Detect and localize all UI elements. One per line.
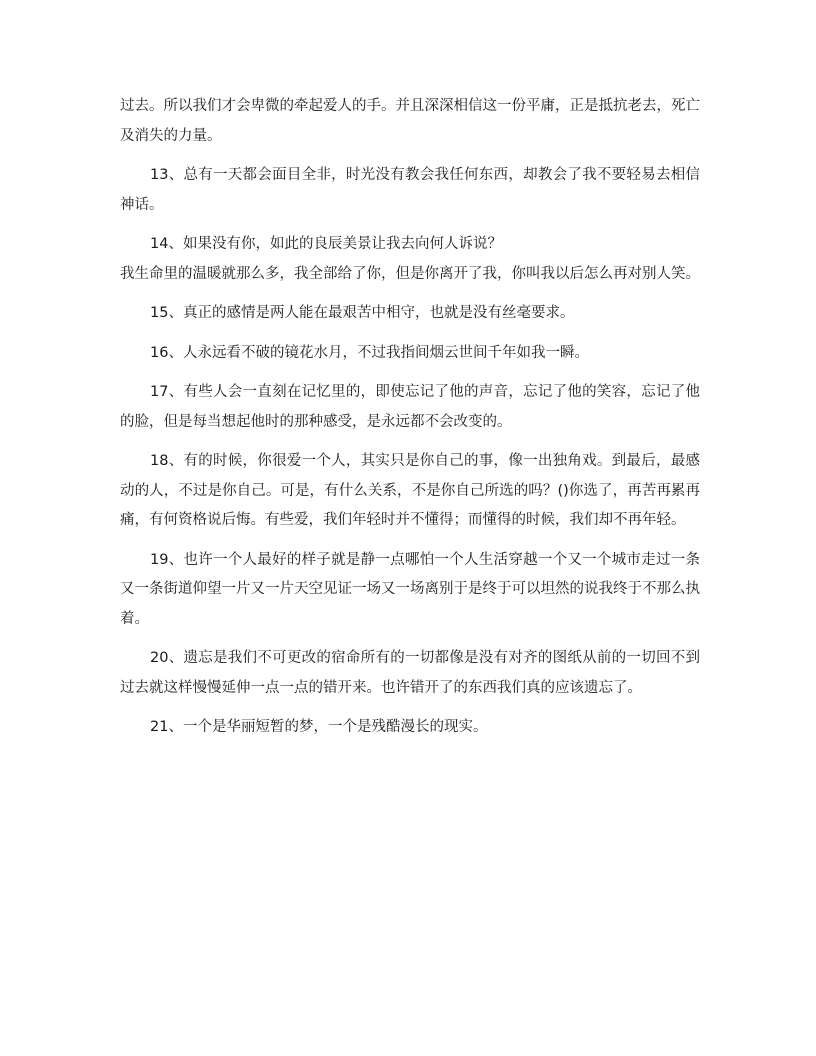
paragraph-continuation: 过去。所以我们才会卑微的牵起爱人的手。并且深深相信这一份平庸，正是抵抗老去，死亡及消失的力量。 bbox=[120, 98, 700, 144]
paragraph-14: 14、如果没有你，如此的良辰美景让我去向何人诉说？ bbox=[150, 236, 502, 252]
paragraph-17: 17、有些人会一直刻在记忆里的，即使忘记了他的声音，忘记了他的笑容，忘记了他的脸，但是每当想起他时的那种感受，是永远都不会改变的。 bbox=[120, 384, 700, 430]
paragraph-19: 19、也许一个人最好的样子就是静一点哪怕一个人生活穿越一个又一个城市走过一条又一条街道仰望一片又一片天空见证一场又一场离别于是终于可以坦然的说我终于不那么执着。 bbox=[120, 551, 700, 627]
paragraph-14-continuation: 我生命里的温暖就那么多，我全部给了你，但是你离开了我，你叫我以后怎么再对别人笑。 bbox=[120, 265, 700, 282]
paragraph-16: 16、人永远看不破的镜花水月，不过我指间烟云世间千年如我一瞬。 bbox=[150, 344, 589, 361]
paragraph-21: 21、一个是华丽短暂的梦，一个是残酷漫长的现实。 bbox=[150, 719, 488, 735]
paragraph-13: 13、总有一天都会面目全非，时光没有教会我任何东西，却教会了我不要轻易去相信神话。 bbox=[120, 167, 700, 213]
paragraph-20: 20、遗忘是我们不可更改的宿命所有的一切都像是没有对齐的图纸从前的一切回不到过去就这样慢慢延伸一点一点的错开来。也许错开了的东西我们真的应该遗忘了。 bbox=[120, 650, 700, 696]
paragraph-15: 15、真正的感情是两人能在最艰苦中相守，也就是没有丝毫要求。 bbox=[150, 305, 575, 321]
document-body bbox=[120, 92, 700, 743]
paragraph-18: 18、有的时候，你很爱一个人，其实只是你自己的事，像一出独角戏。到最后，最感动的人，不过是你自己。可是，有什么关系，不是你自己所选的吗？()你选了，再苦再累再痛，有何资格说后悔。有些爱，我们年轻时并不懂得；而懂得的时候，我们却不再年轻。 bbox=[120, 453, 700, 528]
